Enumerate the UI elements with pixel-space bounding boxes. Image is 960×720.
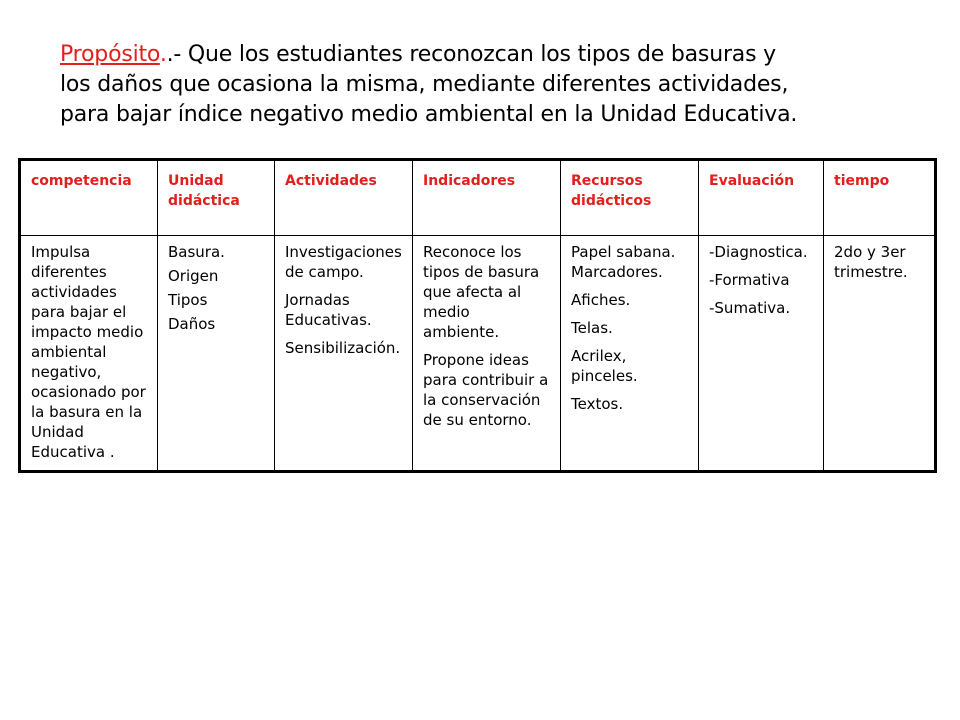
planning-table [18,158,937,473]
purpose-line-1 [60,40,920,70]
evaluacion-item: -Formativa [709,271,790,289]
purpose-statement [60,40,920,130]
purpose-label: Propósito [60,42,160,67]
cell-competencia: Impulsa diferentes actividades para bajar el impacto medio ambiental negativo, ocasionado por la basura en la Unidad Educativa . [20,236,158,472]
unidad-item: Tipos [168,291,208,309]
recurso-item: Telas. [571,319,613,337]
unidad-item: Origen [168,267,219,285]
cell-tiempo: 2do y 3er trimestre. [824,236,936,472]
recurso-item: Papel sabana. [571,243,676,261]
table-row [20,236,936,472]
cell-actividades [275,236,413,472]
recurso-item: Textos. [571,395,624,413]
recurso-item: Marcadores. [571,263,663,281]
header-unidad-didactica: Unidad didáctica [158,160,275,236]
actividad-item: Sensibilización. [285,339,401,357]
indicador-item: Propone ideas para contribuir a la conservación de su entorno. [423,351,549,429]
evaluacion-item: -Diagnostica. [709,243,808,261]
indicador-item: Reconoce los tipos de basura que afecta al medio ambiente. [423,243,540,341]
recurso-item: Acrilex, pinceles. [571,347,638,385]
cell-indicadores [413,236,561,472]
actividad-item: Jornadas Educativas. [285,291,372,329]
header-tiempo: tiempo [824,160,936,236]
cell-evaluacion [699,236,824,472]
header-competencia: competencia [20,160,158,236]
table-header-row [20,160,936,236]
header-evaluacion: Evaluación [699,160,824,236]
actividad-item: Investigaciones de campo. [285,243,402,281]
header-recursos-didacticos: Recursos didácticos [561,160,699,236]
header-indicadores: Indicadores [413,160,561,236]
unidad-item: Daños [168,315,216,333]
unidad-item: Basura. [168,243,225,261]
header-actividades: Actividades [275,160,413,236]
evaluacion-item: -Sumativa. [709,299,791,317]
cell-unidad-didactica [158,236,275,472]
recurso-item: Afiches. [571,291,631,309]
purpose-line-3: para bajar índice negativo medio ambiental en la Unidad Educativa. [60,102,798,127]
purpose-lead [60,42,167,67]
purpose-line-2: los daños que ocasiona la misma, mediante diferentes actividades, [60,72,789,97]
purpose-dot: . [159,42,167,67]
cell-recursos-didacticos [561,236,699,472]
purpose-text-1: .- Que los estudiantes reconozcan los tipos de basuras y [166,42,776,67]
